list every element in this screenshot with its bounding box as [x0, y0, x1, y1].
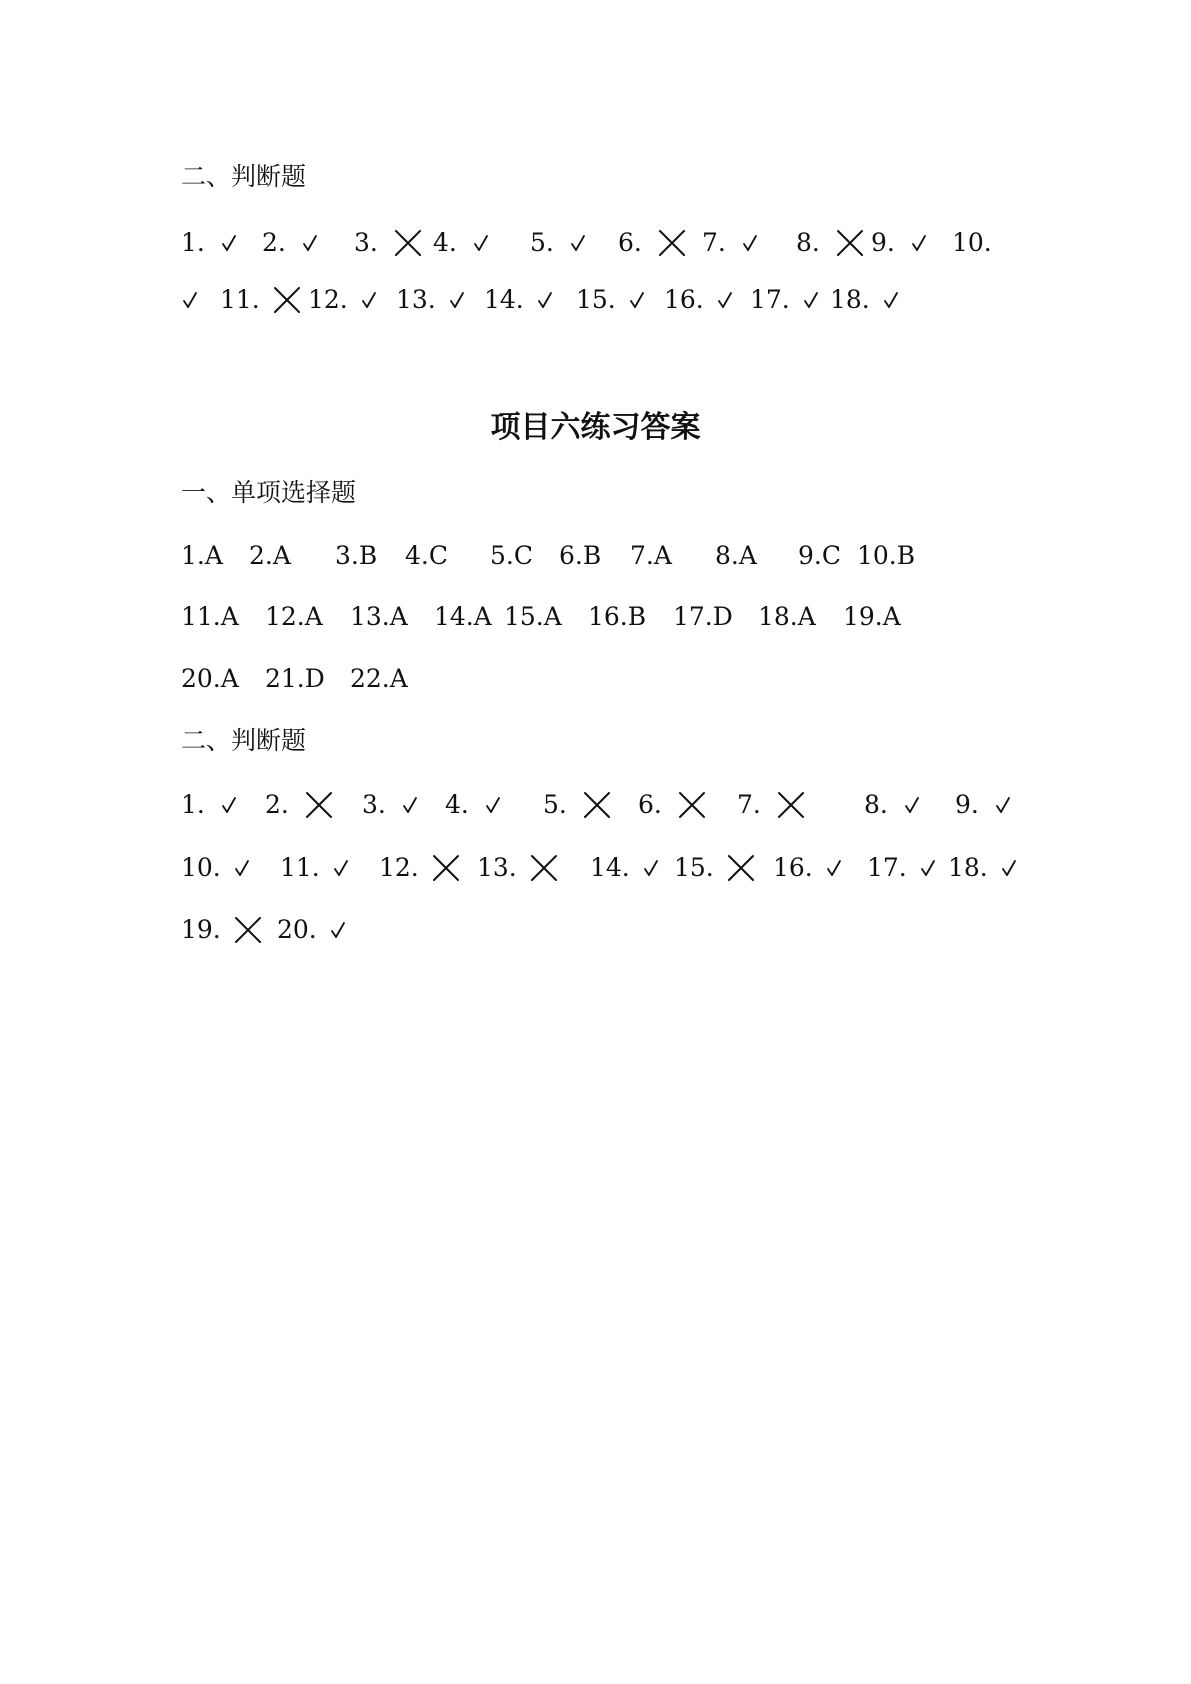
question-number: 1.: [181, 790, 205, 819]
question-number: 5.: [543, 790, 567, 819]
answer-row: [0, 280, 1191, 320]
choice-answer: 15.A: [504, 602, 562, 631]
question-number: 5.: [530, 228, 554, 257]
section-heading: [0, 473, 1191, 513]
check-icon: [911, 234, 927, 254]
cross-icon: [273, 286, 301, 314]
choice-answer: 7.A: [630, 541, 672, 570]
check-icon: [330, 921, 346, 941]
choice-answer: 14.A: [434, 602, 492, 631]
check-icon: [234, 859, 250, 879]
check-icon: [629, 291, 645, 311]
judgment-heading: 二、判断题: [181, 726, 307, 755]
check-icon: [449, 291, 465, 311]
question-number: 15.: [674, 853, 714, 882]
question-number: 12.: [308, 285, 348, 314]
choice-answer: 13.A: [350, 602, 408, 631]
check-icon: [473, 234, 489, 254]
cross-icon: [234, 916, 262, 944]
check-icon: [570, 234, 586, 254]
cross-icon: [727, 854, 755, 882]
question-number: 10.: [181, 853, 221, 882]
judgment-heading: 二、判断题: [181, 162, 307, 191]
question-number: 10.: [952, 228, 992, 257]
check-icon: [643, 859, 659, 879]
choice-answer: 17.D: [673, 602, 733, 631]
question-number: 4.: [445, 790, 469, 819]
choice-answer: 5.C: [490, 541, 533, 570]
question-number: 11.: [220, 285, 260, 314]
check-icon: [485, 796, 501, 816]
choice-answer: 22.A: [350, 664, 408, 693]
question-number: 19.: [181, 915, 221, 944]
cross-icon: [678, 791, 706, 819]
check-icon: [883, 291, 899, 311]
question-number: 3.: [354, 228, 378, 257]
check-icon: [182, 291, 198, 311]
choice-answer: 18.A: [758, 602, 816, 631]
question-number: 9.: [871, 228, 895, 257]
answer-row: [0, 785, 1191, 825]
check-icon: [221, 234, 237, 254]
check-icon: [302, 234, 318, 254]
check-icon: [717, 291, 733, 311]
answer-row: [0, 848, 1191, 888]
page-title: 项目六练习答案: [490, 410, 701, 445]
check-icon: [361, 291, 377, 311]
question-number: 12.: [379, 853, 419, 882]
question-number: 9.: [955, 790, 979, 819]
question-number: 13.: [477, 853, 517, 882]
cross-icon: [394, 229, 422, 257]
check-icon: [904, 796, 920, 816]
check-icon: [742, 234, 758, 254]
question-number: 7.: [702, 228, 726, 257]
cross-icon: [836, 229, 864, 257]
cross-icon: [658, 229, 686, 257]
cross-icon: [305, 791, 333, 819]
choice-answer: 20.A: [181, 664, 239, 693]
choice-answer: 10.B: [857, 541, 916, 570]
single-choice-heading: 一、单项选择题: [181, 478, 357, 507]
question-number: 6.: [638, 790, 662, 819]
check-icon: [537, 291, 553, 311]
choice-answer: 16.B: [588, 602, 647, 631]
question-number: 16.: [664, 285, 704, 314]
question-number: 16.: [773, 853, 813, 882]
question-number: 2.: [265, 790, 289, 819]
cross-icon: [777, 791, 805, 819]
check-icon: [333, 859, 349, 879]
question-number: 2.: [262, 228, 286, 257]
question-number: 17.: [867, 853, 907, 882]
choice-answer: 2.A: [249, 541, 291, 570]
question-number: 13.: [396, 285, 436, 314]
question-number: 15.: [576, 285, 616, 314]
choice-answer: 4.C: [405, 541, 448, 570]
choice-answer: 1.A: [181, 541, 223, 570]
choice-answer: 11.A: [181, 602, 239, 631]
question-number: 18.: [830, 285, 870, 314]
choice-answer: 12.A: [265, 602, 323, 631]
answer-row: [0, 659, 1191, 699]
check-icon: [1001, 859, 1017, 879]
cross-icon: [530, 854, 558, 882]
question-number: 8.: [864, 790, 888, 819]
section-heading: [0, 157, 1191, 197]
cross-icon: [583, 791, 611, 819]
question-number: 11.: [280, 853, 320, 882]
question-number: 4.: [433, 228, 457, 257]
choice-answer: 8.A: [715, 541, 757, 570]
question-number: 1.: [181, 228, 205, 257]
choice-answer: 6.B: [559, 541, 602, 570]
question-number: 18.: [948, 853, 988, 882]
question-number: 20.: [277, 915, 317, 944]
choice-answer: 3.B: [335, 541, 378, 570]
question-number: 14.: [590, 853, 630, 882]
check-icon: [221, 796, 237, 816]
question-number: 8.: [796, 228, 820, 257]
choice-answer: 21.D: [265, 664, 325, 693]
check-icon: [402, 796, 418, 816]
choice-answer: 19.A: [843, 602, 901, 631]
check-icon: [826, 859, 842, 879]
question-number: 14.: [484, 285, 524, 314]
question-number: 3.: [362, 790, 386, 819]
check-icon: [803, 291, 819, 311]
answer-row: [0, 597, 1191, 637]
section-heading: [0, 721, 1191, 761]
check-icon: [920, 859, 936, 879]
answer-row: [0, 536, 1191, 576]
choice-answer: 9.C: [798, 541, 841, 570]
question-number: 6.: [618, 228, 642, 257]
check-icon: [995, 796, 1011, 816]
question-number: 7.: [737, 790, 761, 819]
answer-row: [0, 910, 1191, 950]
cross-icon: [432, 854, 460, 882]
question-number: 17.: [750, 285, 790, 314]
answer-row: [0, 223, 1191, 263]
